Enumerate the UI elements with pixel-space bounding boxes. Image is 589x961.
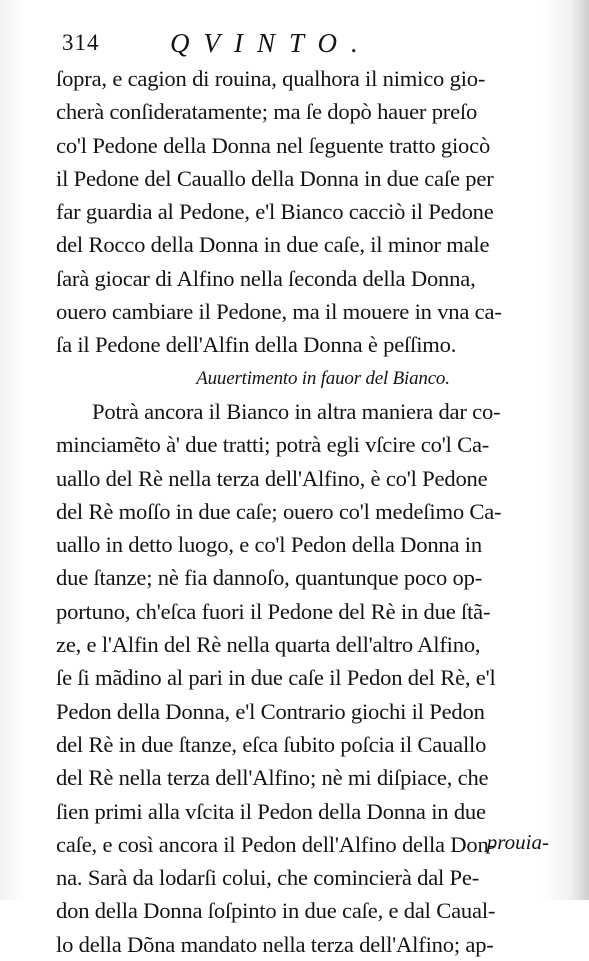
text-line: ouero cambiare il Pedone, ma il mouere in vna ca- <box>56 299 502 325</box>
text-line: far guardia al Pedone, e'l Bianco cacciò il Pedone <box>56 199 494 225</box>
text-line: uallo in detto luogo, e co'l Pedon della Donna in <box>56 532 482 558</box>
text-line: ſe ſi mãdino al pari in due caſe il Pedon del Rè, e'l <box>56 665 496 691</box>
page-number: 314 <box>62 30 100 55</box>
text-line: uallo del Rè nella terza dell'Alfino, è co'l Pedone <box>56 465 488 491</box>
text-line: minciamẽto à' due tratti; potrà egli vſcire co'l Ca- <box>56 432 490 458</box>
text-line: ze, e l'Alfin del Rè nella quarta dell'altro Alfino, <box>56 632 481 658</box>
catchword: prouia- <box>486 830 549 854</box>
text-line: don della Donna ſoſpinto in due caſe, e dal Caual- <box>56 898 496 924</box>
text-line: del Rocco della Donna in due caſe, il minor male <box>56 232 490 258</box>
section-heading: Auuertimento in fauor del Bianco. <box>196 367 450 389</box>
text-line: Pedon della Donna, e'l Contrario giochi il Pedon <box>56 698 485 724</box>
text-line: ſopra, e cagion di rouina, qualhora il nimico gio- <box>56 66 486 91</box>
text-line: na. Sarà da lodarſi colui, che comincierà dal Pe- <box>56 865 480 891</box>
text-line: del Rè in due ſtanze, eſca ſubito poſcia il Cauallo <box>56 731 487 757</box>
text-line: co'l Pedone della Donna nel ſeguente tratto giocò <box>56 132 491 158</box>
text-line: cherà conſideratamente; ma ſe dopò hauer preſo <box>56 99 478 125</box>
text-line: il Pedone del Cauallo della Donna in due caſe per <box>56 165 494 191</box>
text-line: Potrà ancora il Bianco in altra maniera dar co- <box>92 398 501 424</box>
running-head: QVINTO. <box>170 28 372 58</box>
text-line: ſien primi alla vſcita il Pedon della Donna in due <box>56 798 486 824</box>
text-line: portuno, ch'eſca fuori il Pedone del Rè in due ſtã- <box>56 598 491 624</box>
text-line: due ſtanze; nè fia dannoſo, quantunque poco op- <box>56 565 483 591</box>
page-gutter-shadow <box>571 0 589 900</box>
page-header <box>62 28 532 62</box>
text-line: ſa il Pedone dell'Alfin della Donna è peſſimo. <box>56 332 457 358</box>
text-line: ſarà giocar di Alfino nella ſeconda della Donna, <box>56 265 476 291</box>
body-text <box>56 62 566 961</box>
text-line: caſe, e così ancora il Pedon dell'Alfino della Don- <box>56 831 496 857</box>
text-line: lo della Dõna mandato nella terza dell'Alfino; ap- <box>56 931 494 957</box>
text-line: del Rè moſſo in due caſe; ouero co'l medeſimo Ca- <box>56 498 502 524</box>
text-line: del Rè nella terza dell'Alfino; nè mi diſpiace, che <box>56 765 489 791</box>
